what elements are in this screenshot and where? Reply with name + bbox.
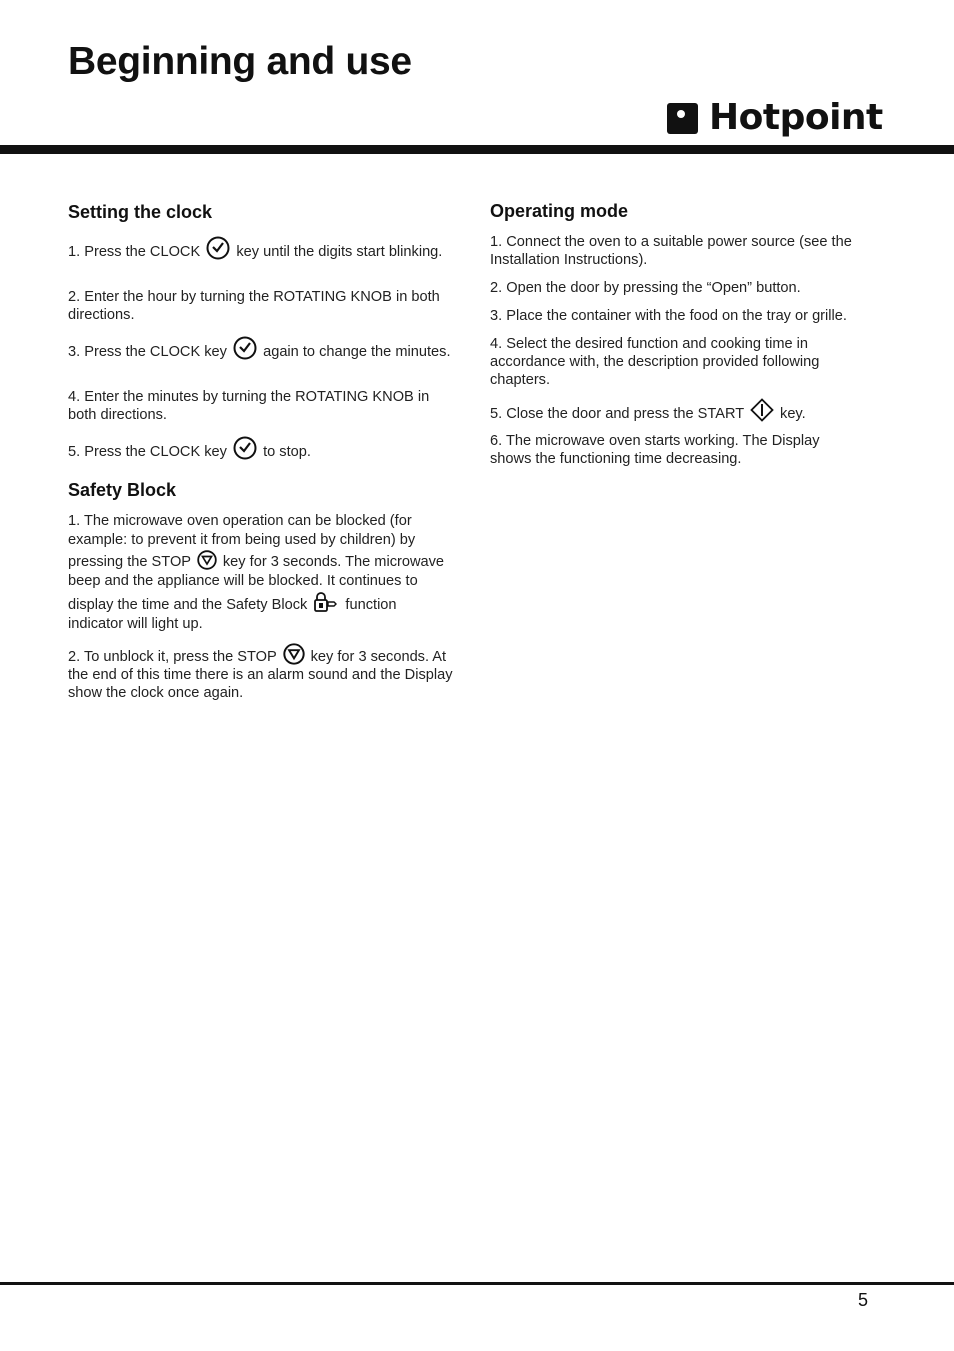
heading-operating-mode: Operating mode [490, 201, 629, 221]
page-number: 5 [857, 1290, 868, 1310]
hotpoint-logo-icon [667, 103, 698, 134]
brand-name: Hotpoint [709, 97, 883, 138]
heading-safety-block: Safety Block [68, 480, 177, 500]
stop-icon [283, 643, 305, 665]
clock-step-3-text-a: 3. Press the CLOCK key [68, 344, 232, 360]
operating-step-3: 3. Place the container with the food on the tray or grille. [490, 308, 847, 324]
clock-step-3 [68, 336, 453, 361]
header-divider [0, 145, 954, 154]
safety-step-1-text-b: key for 3 seconds. The microwave beep and the appliance will be blocked. It continues to display the time and the Safety Block [68, 554, 445, 613]
operating-step-4: 4. Select the desired function and cooking time in accordance with, the description provided following chapters. [490, 336, 820, 388]
safety-step-1-text-c: function indicator will light up. [68, 597, 397, 632]
start-icon [750, 398, 774, 422]
safety-step-1 [68, 512, 448, 634]
clock-step-2: 2. Enter the hour by turning the ROTATING KNOB in both directions. [68, 289, 440, 323]
operating-step-5 [490, 398, 880, 423]
clock-icon [233, 436, 257, 460]
lock-icon [313, 591, 339, 613]
clock-step-1-text-b: key until the digits start blinking. [232, 244, 443, 260]
operating-step-6: 6. The microwave oven starts working. The Display shows the functioning time decreasing. [490, 433, 820, 467]
operating-step-1: 1. Connect the oven to a suitable power source (see the Installation Instructions). [490, 234, 852, 268]
page-title: Beginning and use [68, 40, 412, 83]
safety-step-2-text-a: 2. To unblock it, press the STOP [68, 649, 281, 665]
clock-step-1 [68, 236, 453, 261]
operating-step-2: 2. Open the door by pressing the “Open” button. [490, 280, 801, 296]
clock-step-4: 4. Enter the minutes by turning the ROTATING KNOB in both directions. [68, 389, 430, 423]
clock-step-1-text-a: 1. Press the CLOCK [68, 244, 205, 260]
safety-step-2-text-b: key for 3 seconds. At the end of this time there is an alarm sound and the Display show the clock once again. [68, 649, 453, 701]
operating-step-5-text-a: 5. Close the door and press the START [490, 406, 748, 422]
safety-step-2 [68, 643, 453, 702]
clock-icon [233, 336, 257, 360]
clock-step-5 [68, 436, 453, 461]
stop-icon [197, 550, 217, 570]
clock-step-3-text-b: again to change the minutes. [259, 344, 451, 360]
operating-step-5-text-b: key. [775, 406, 806, 422]
clock-icon [206, 236, 230, 260]
clock-step-5-text-b: to stop. [259, 444, 311, 460]
safety-step-1-text-a: 1. The microwave oven operation can be blocked (for example: to prevent it from being used by children) by pressing the STOP [68, 513, 416, 570]
brand-logo [667, 98, 883, 138]
clock-step-5-text-a: 5. Press the CLOCK key [68, 444, 232, 460]
heading-setting-clock: Setting the clock [68, 202, 213, 222]
footer-divider [0, 1282, 954, 1285]
